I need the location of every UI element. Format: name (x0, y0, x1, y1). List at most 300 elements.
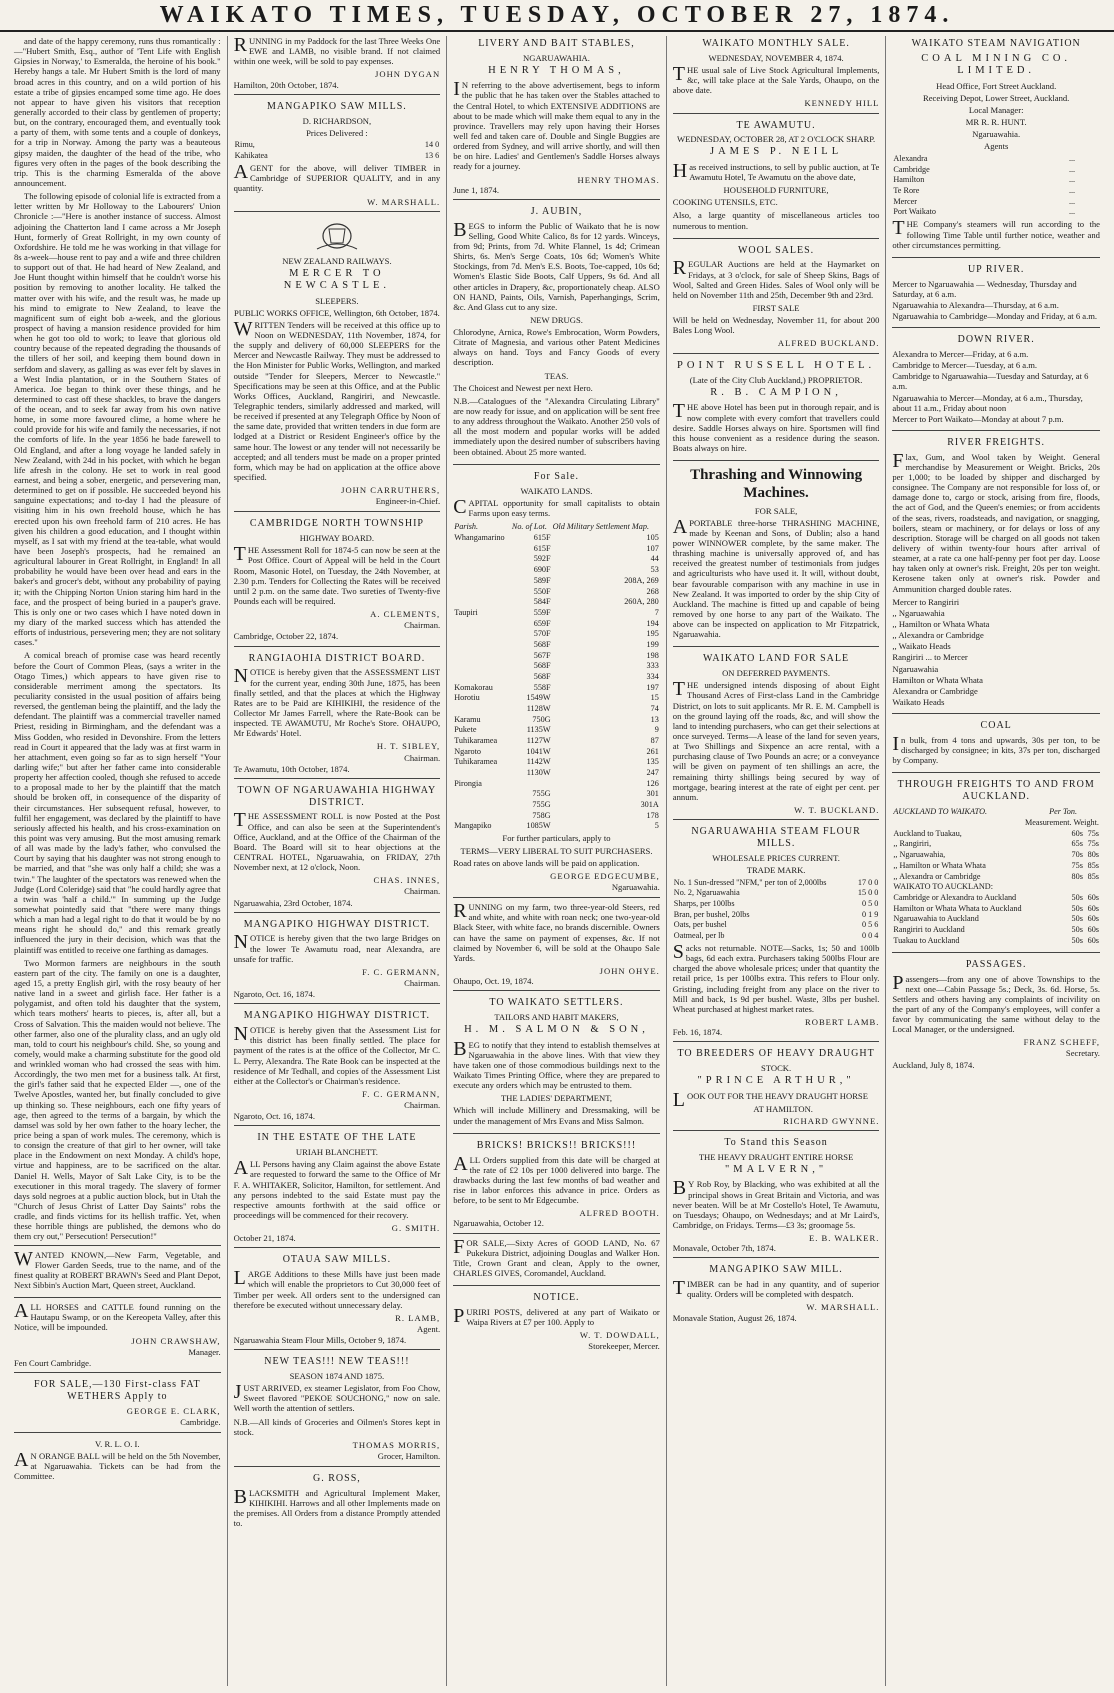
table-row (453, 661, 660, 672)
ad-body-2: Chlorodyne, Arnica, Rowe's Embrocation, Worm Powders, Citrate of Magnesia, and various other Patent Medicines always on hand. Toys and Fancy Goods of every description. (453, 327, 660, 368)
advertisement (673, 353, 880, 461)
table-cell: 5 (654, 821, 659, 831)
advertisement (673, 38, 880, 113)
table-cell: 15 (650, 693, 659, 703)
price-item: Oatmeal, per lb (673, 930, 725, 940)
advertisement (14, 1372, 221, 1432)
advertisement (234, 511, 441, 645)
ad-title: MANGAPIKO HIGHWAY DISTRICT. (243, 1010, 431, 1022)
ad-title: To Stand this Season (724, 1137, 828, 1149)
table-row (453, 629, 660, 640)
advertisement (453, 199, 660, 464)
ad-signature: W. MARSHALL. (806, 1302, 880, 1313)
ad-title: CAMBRIDGE NORTH TOWNSHIP (249, 518, 424, 530)
table-row (453, 533, 660, 544)
table-cell: Auckland to Tuakau, (893, 828, 962, 838)
ad-body: WANTED KNOWN,—New Farm, Vegetable, and Flower Garden Seeds, true to the name, and of the finest quality at ROBERT BRAWN's Seed and Plant Depot, Next Sibbin's Auction Mart, Queen street, Auckland. (14, 1247, 221, 1291)
advertisement (892, 772, 1100, 951)
ad-signature: G. SMITH. (391, 1223, 441, 1234)
agent-row (892, 185, 1100, 196)
ad-place-date: Auckland, July 8, 1874. (892, 1059, 975, 1070)
table-row (453, 703, 660, 714)
table-cell: 198 (646, 650, 659, 660)
agent-cell: ... (1068, 196, 1076, 206)
advertisement (14, 1245, 221, 1298)
table-cell: 50s (1071, 903, 1083, 913)
table-cell: 80s (1087, 850, 1099, 860)
ad-subtitle: SEASON 1874 AND 1875. (289, 1371, 385, 1381)
table-row (892, 871, 1100, 882)
table-cell (453, 810, 511, 821)
ad-place-date: Hamilton, 20th October, 1874. (233, 79, 339, 90)
table-cell: Rangiriri to Auckland (893, 924, 965, 934)
table-row (892, 914, 1100, 925)
agent-cell: ... (1068, 153, 1076, 163)
table-cell: 260A, 280 (624, 597, 659, 607)
table-cell: 53 (650, 565, 659, 575)
ad-body: BEGS to inform the Public of Waikato that he is now Selling, Good White Calico, 8s for 12 yards. Winceys, from 9d; Prints, from 7d. White Flannel, 1s 4d; Crimean Shirts, 6s. Men's Serge Coats, 10s 6d; Women's White Stockings, from 7d. Men's E.S. Boots, Toe-capped, 10s 6d; Women's Elastic Side Boots, Calf Uppers, 9s 6d. And all other articles in Drapery, &c, proportionately cheap. ALSO ON HAND, Paints, Oils, Varnish, Paperhangings, Scrim, &c. And Glass cut to any size. (453, 218, 660, 312)
ad-signature: ALFRED BUCKLAND. (777, 338, 880, 349)
table-cell: 568F (533, 661, 551, 671)
ad-title: NOTICE. (533, 1292, 580, 1304)
table-cell: 550F (533, 586, 551, 596)
ad-title: WAIKATO STEAM NAVIGATION (911, 38, 1081, 49)
advertisement (673, 238, 880, 353)
ad-signature: JOHN DYGAN (375, 69, 441, 80)
table-cell: ,, Ngaruawahia, (893, 850, 946, 860)
depot-line: Receiving Depot, Lower Street, Auckland. (923, 92, 1070, 103)
table-row (453, 799, 660, 810)
subheader-cell: Measurement. Weight. (1024, 818, 1099, 828)
ad-subtitle: WHOLESALE PRICES CURRENT. (712, 852, 840, 863)
table-cell: 589F (533, 575, 551, 585)
ad-title: TE AWAMUTU. (736, 119, 816, 131)
ad-title: WOOL SALES. (737, 244, 815, 256)
agent-row (892, 164, 1100, 175)
table-subheader (892, 882, 1100, 893)
table-cell: 1135W (526, 725, 551, 735)
price-row (673, 920, 880, 931)
ad-body: THE Assessment Roll for 1874-5 can now be seen at the Post Office. Court of Appeal will be held in the Court Room, Masonic Hotel, on Tuesday, the 24th November, at 2.30 p.m. Tenders for Collecting the Rates will be received until 2 p.m. on the same date. Two sureties of Twenty-five Pounds each will be required. (233, 543, 441, 607)
ad-body: Sacks not returnable. NOTE—Sacks, 1s; 50 and 100lb bags, 6d each extra. Purchasers taking 500lbs Flour are charged the above wholesale prices; under that quantity the retail price, 1s per 100lbs extra. This refers to Flour only. Gristing, including freight from any place on the river to Mill and back, 1s 9d per bushel. Waste, 3lbs per bushel. Wheat purchased at highest market rates. (672, 941, 880, 1014)
table-row (453, 693, 660, 704)
table-row (453, 735, 660, 746)
table-cell: 65s (1071, 839, 1083, 849)
ad-name: JAMES P. NEILL (710, 146, 843, 158)
ad-body: NOTICE is hereby given that the ASSESSMENT LIST for the current year, ending 30th June, 1875, has been finally settled, and that the places at which the Highway Rates are to be Paid are KIHIKIHI, the residence of the Collector Mr James Farrell, where the Rate-Book can be inspected. TE AWAMUTU, Mr Roche's Store. OHAUPO, Mr Edwards' Hotel. (233, 665, 441, 739)
ad-title: DOWN RIVER. (957, 334, 1035, 346)
agent-cell: ... (1068, 164, 1076, 174)
freight-entry: Alexandra or Cambridge (892, 685, 978, 696)
table-cell: 75s (1087, 828, 1099, 838)
ad-body: APORTABLE three-horse THRASHING MACHINE, made by Keenan and Sons, of Dublin; also a hand power WINNOWER complete, by the same maker. The thrashing machine is universally approved of, and has received the greatest number of testimonials from judges and agriculturists who have used it. It will, without doubt, bear favourable comparison with any machine in use in New Zealand. It was imported to order by the ship City of Auckland. The machine is fitted up and capable of being removed by one horse to any part of the Waikato. The above can be inspected on application to Mr Fitzpatrick, Ngaruawahia. (672, 515, 880, 640)
table-cell (453, 671, 511, 682)
table-cell: 755G (532, 789, 551, 799)
ad-body: ALL Persons having any Claim against the above Estate are requested to forward the same to the Office of Mr F. A. WHITAKER, Solicitor, Hamilton, for settlement. And any persons indebted to the said Estate must pay the respective amounts forthwith at the said office or proceedings will be commenced for their recovery. (233, 1157, 441, 1220)
ad-name: R. B. CAMPION, (710, 387, 842, 399)
table-header-row (892, 806, 1100, 818)
ad-signature-title: Chairman. (404, 620, 441, 631)
newspaper-title: WAIKATO TIMES, TUESDAY, OCTOBER 27, 1874. (159, 2, 955, 28)
ad-name: "PRINCE ARTHUR," (697, 1075, 855, 1087)
table-row (453, 650, 660, 661)
column-header: AUCKLAND TO WAIKATO. (893, 806, 988, 816)
price-value: 0 0 4 (862, 930, 879, 940)
table-cell: 85s (1087, 860, 1099, 870)
ad-signature: ROBERT LAMB. (805, 1017, 880, 1028)
ad-signature: E. B. WALKER. (809, 1233, 880, 1244)
table-cell: 1127W (526, 735, 551, 745)
subheader-cell: WAIKATO TO AUCKLAND: (893, 882, 993, 892)
table-row (453, 586, 660, 597)
table-cell: 85s (1087, 871, 1099, 881)
table-cell: 750G (532, 714, 551, 724)
table-cell: 758G (532, 810, 551, 820)
table-row (892, 860, 1100, 871)
ad-name: HENRY THOMAS, (488, 64, 625, 76)
page-columns (8, 36, 1106, 1686)
ad-body: Flax, Gum, and Wool taken by Weight. General merchandise by Measurement or Weight. Bricks, 20s per 1,000; to be loaded by shipper and discharged by consignee. The Company are not responsible for loss of, or damage done to, cargo or stock, arising from fire, floods, the act of God, and the Queen's enemies; or from accidents of the seas, rivers, roadsteads, and navigation, or snagging, boilers, steam or machinery, or for delays or loss of any description. Storage will be charged on all goods not taken delivery of within twenty-four hours after arrival of steamer, at a rate ca one half-penny per foot per day. Loose hay taken only at owner's risk. Freight, 20s per ton weight. Kerosene taken only at owner's risk. Powder and Ammunition charged double rates. (892, 449, 1100, 594)
table-row (453, 554, 660, 565)
ad-title: MANGAPIKO HIGHWAY DISTRICT. (243, 918, 431, 930)
advertisement (453, 990, 660, 1132)
table-cell (453, 767, 511, 778)
price-item: No. 1 Sun-dressed "NFM," per ton of 2,000lbs (673, 877, 827, 887)
table-cell: 107 (646, 543, 659, 553)
ad-body: Has received instructions, to sell by public auction, at Te Awamutu Hotel, Te Awamutu on the above date, (672, 159, 880, 182)
table-row (453, 575, 660, 586)
ad-subtitle: FOR SALE, (754, 505, 798, 516)
table-cell: 615F (533, 533, 551, 543)
table-row (453, 671, 660, 682)
table-cell: 178 (646, 810, 659, 820)
ad-title: POINT RUSSELL HOTEL. (677, 359, 876, 371)
table-cell: ,, Alexandra or Cambridge (893, 871, 981, 881)
ad-body: In bulk, from 4 tons and upwards, 30s per ton, to be discharged by consignee; in kits, 37s per ton, discharged by Company. (892, 732, 1100, 766)
timetable (892, 349, 1100, 424)
ad-body: THE ASSESSMENT ROLL is now Posted at the Post Office, and can also be seen at the Superintendent's Office, Auckland, and at the Office of the Chairman of the Board. The Board will sit to hear objections at the CENTRAL HOTEL, Ngaruawahia, on FRIDAY, 27th November next, at 12 o'clock, Noon. (233, 809, 441, 873)
agent-row (892, 196, 1100, 207)
ad-body: THE above Hotel has been put in thorough repair, and is now complete with every comfort that travellers could desire. Saddle Horses always on hire. Sportsmen will find this house convenient as a residence during the season. Boats always on hire. (672, 400, 880, 454)
table-cell: 334 (646, 671, 659, 681)
ad-subtitle: WAIKATO LANDS. (520, 485, 593, 496)
table-cell (453, 799, 511, 810)
advertisement (234, 36, 441, 94)
table-cell: 567F (533, 650, 551, 660)
railway-logo-label: NEW ZEALAND RAILWAYS. (282, 255, 392, 266)
table-cell: 568F (533, 639, 551, 649)
ad-body-2: Will be held on Wednesday, November 11, for about 200 Bales Long Wool. (672, 315, 880, 336)
table-cell: 75s (1087, 839, 1099, 849)
agent-cell: ... (1068, 185, 1076, 195)
ad-signature: GEORGE E. CLARK, (126, 1405, 221, 1416)
ad-body-3: The Choicest and Newest per next Hero. (453, 382, 593, 393)
ad-body: AN ORANGE BALL will be held on the 5th November, at Ngaruawahia. Tickets can be had from the Committee. (14, 1449, 221, 1482)
ad-subtitle: TAILORS AND HABIT MAKERS, (494, 1012, 619, 1023)
price-value: 0 5 0 (862, 898, 879, 908)
freight-entry: ,, Alexandra or Cambridge (892, 630, 984, 641)
ad-signature-title: Secretary. (1065, 1048, 1100, 1059)
table-cell: 199 (646, 639, 659, 649)
ad-signature: F. C. GERMANN, (362, 1088, 441, 1099)
ad-body-3: Also, a large quantity of miscellaneous articles too numerous to mention. (672, 210, 880, 231)
ad-signature-title: Cambridge. (180, 1416, 221, 1427)
ad-body: LARGE Additions to these Mills have just been made which will enable the proprietors to Cut 30,000 feet of Timber per week. All orders sent to the undersigned can therefore be executed without unnecessary delay. (233, 1267, 441, 1310)
column-1 (8, 36, 228, 1686)
table-row (892, 839, 1100, 850)
table-cell: 558F (533, 682, 551, 692)
manager-label: Local Manager: (968, 104, 1024, 115)
ad-title: TO WAIKATO SETTLERS. (489, 997, 624, 1009)
ad-title: WAIKATO MONTHLY SALE. (702, 38, 850, 49)
ad-title: OTAUA SAW MILLS. (282, 1254, 392, 1266)
ad-place-date: Monavale, October 7th, 1874. (672, 1243, 776, 1254)
table-cell: 247 (646, 767, 659, 777)
table-cell: Hamilton or Whata Whata to Auckland (893, 903, 1022, 913)
price-table (234, 140, 441, 161)
column-2 (228, 36, 448, 1686)
ad-title: MANGAPIKO SAW MILL. (709, 1264, 843, 1276)
ad-subheading: FIRST SALE (752, 303, 800, 314)
price-value: 0 5 6 (862, 920, 879, 930)
table-cell: Taupiri (454, 607, 478, 617)
table-cell: 60s (1087, 924, 1099, 934)
table-cell (453, 703, 511, 714)
table-cell (453, 597, 511, 608)
manager-name: MR R. R. HUNT. (965, 116, 1027, 127)
ad-subtitle: D. RICHARDSON, (302, 115, 372, 126)
ad-signature-title: Grocer, Hamilton. (377, 1450, 441, 1461)
ad-signature-title: Chairman. (404, 752, 441, 763)
ad-title: RANGIAOHIA DISTRICT BOARD. (248, 652, 426, 664)
ad-subtitle: WEDNESDAY, OCTOBER 28, AT 2 O'CLOCK SHARP. (676, 134, 876, 145)
ad-body: ALL HORSES and CATTLE found running on the Hautapu Swamp, or on the Kereopeta Valley, after this Notice, will be impounded. (14, 1300, 221, 1333)
table-cell: 570F (533, 629, 551, 639)
ad-signature: W. T. BUCKLAND. (794, 805, 880, 815)
ad-place-date: Ngaroto, Oct. 16, 1874. (233, 1111, 315, 1122)
ad-signature: W. T. DOWDALL, (579, 1330, 660, 1341)
ad-body-2: COOKING UTENSILS, ETC. (672, 197, 778, 208)
table-row (892, 903, 1100, 914)
table-cell: 7 (654, 607, 659, 617)
price-value: 15 0 0 (857, 888, 879, 898)
ad-signature: H. T. SIBLEY, (376, 741, 441, 752)
advertisement (14, 1432, 221, 1489)
agent-cell: Mercer (893, 196, 918, 206)
ad-title: MERCER TO NEWCASTLE. (283, 267, 390, 292)
ad-name: "MALVERN," (725, 1163, 828, 1175)
table-row (453, 618, 660, 629)
table-cell: 615F (533, 543, 551, 553)
table-cell: 126 (646, 778, 659, 788)
table-cell: 50s (1071, 892, 1083, 902)
table-row (453, 821, 660, 832)
ad-signature: JOHN CRAWSHAW, (131, 1335, 221, 1346)
table-row (892, 935, 1100, 946)
ad-subtitle: NGARUAWAHIA. (523, 52, 590, 63)
ad-subheading: THE LADIES' DEPARTMENT, (500, 1093, 613, 1104)
table-cell (453, 650, 511, 661)
table-cell: 268 (646, 586, 659, 596)
table-cell: Whangamarino (454, 533, 505, 543)
advertisement (892, 430, 1100, 713)
table-cell: 105 (646, 533, 659, 543)
ad-body: IN referring to the above advertisement, begs to inform the public that he has taken over the Stables attached to the Central Hotel, to which EXTENSIVE ADDITIONS are about to be made which will make them equal to any in the province. Travellers may rely upon having their Horses well fed and taken care of. Double and Single Buggies are ordered from Sydney, and will arrive shortly, and will then be on hire. Ladies' and Gentlemen's Saddle Horses always ready for a journey. (453, 78, 660, 172)
timetable-entry: Alexandra to Mercer—Friday, at 6 a.m. (892, 349, 1029, 359)
agent-cell: ... (1068, 207, 1076, 217)
table-row (453, 778, 660, 789)
ad-title: G. ROSS, (313, 1473, 361, 1485)
table-cell: 44 (650, 554, 659, 564)
ad-signature: JOHN OHYE. (599, 966, 660, 976)
ad-title: BRICKS! BRICKS!! BRICKS!!! (476, 1139, 637, 1151)
ad-signature: FRANZ SCHEFF, (1023, 1037, 1100, 1048)
ad-signature: GEORGE EDGECUMBE, (550, 870, 660, 881)
advertisement (453, 464, 660, 897)
ad-place-date: October 21, 1874. (233, 1233, 296, 1244)
ad-body: TIMBER can be had in any quantity, and of superior quality. Orders will be completed with despatch. (672, 1277, 880, 1300)
table-cell: 1142W (526, 757, 551, 767)
advertisement (234, 1125, 441, 1247)
timetable-entry: Cambridge to Ngaruawahia—Tuesday and Saturday, at 6 a.m. (892, 371, 1089, 392)
table-cell: 559F (533, 607, 551, 617)
agent-row (892, 175, 1100, 186)
ad-subheading: AT HAMILTON. (753, 1103, 813, 1114)
timetable-entry: Mercer to Ngaruawahia — Wednesday, Thursday and Saturday, at 6 a.m. (892, 278, 1077, 299)
agent-cell: Port Waikato (893, 207, 936, 217)
advertisement (673, 1130, 880, 1257)
table-row (453, 639, 660, 650)
table-cell: 301A (640, 799, 659, 809)
advertisement (234, 912, 441, 1004)
ad-body: NOTICE is hereby given that the two large Bridges on the lower Te Awamutu road, near Alexandra, are unsafe for traffic. (233, 931, 441, 964)
agent-cell: ... (1068, 175, 1076, 185)
table-cell: 60s (1087, 914, 1099, 924)
ad-subtitle: (Late of the City Club Auckland,) PROPRIETOR. (689, 374, 863, 385)
trade-mark: TRADE MARK. (746, 864, 806, 875)
advertisement (453, 897, 660, 990)
ad-signature: CHAS. INNES, (373, 875, 441, 886)
price-row (673, 909, 880, 920)
table-row (892, 850, 1100, 861)
table-cell: 197 (646, 682, 659, 692)
ad-body-2: Which will include Millinery and Dressmaking, will be under the management of Mrs Evans and Miss Salmon. (453, 1105, 660, 1126)
price-value: 0 1 9 (862, 909, 879, 919)
table-cell (453, 565, 511, 576)
advertisement (673, 1257, 880, 1326)
price-item: Oats, per bushel (673, 920, 727, 930)
advertisement (673, 113, 880, 238)
ad-title: LIVERY AND BAIT STABLES, (478, 38, 635, 49)
table-cell (453, 629, 511, 640)
table-cell: 261 (646, 746, 659, 756)
timetable-entry: Ngaruawahia to Alexandra—Thursday, at 6 a.m. (892, 299, 1059, 310)
ad-signature: A. CLEMENTS, (370, 609, 441, 620)
ad-title: NGARUAWAHIA STEAM FLOUR MILLS. (691, 826, 861, 849)
freight-entry: ,, Ngaruawahia (892, 607, 945, 618)
ad-place-date: Feb. 16, 1874. (672, 1027, 723, 1038)
timetable-entry: Mercer to Port Waikato—Monday at about 7 p.m. (892, 413, 1064, 424)
ad-title: THROUGH FREIGHTS TO AND FROM AUCKLAND. (897, 779, 1095, 803)
table-cell: 9 (654, 725, 659, 735)
ad-place-date: Cambridge, October 22, 1874. (233, 631, 339, 642)
table-subheader (892, 818, 1100, 829)
table-cell: Horotiu (454, 693, 480, 703)
advertisement (234, 1466, 441, 1535)
table-row (453, 682, 660, 693)
table-cell: 87 (650, 735, 659, 745)
ad-title: COAL (980, 720, 1012, 732)
table-cell: Tuakau to Auckland (893, 935, 960, 945)
table-cell: 592F (533, 554, 551, 564)
town-name: Ngaruawahia. (972, 129, 1021, 140)
ad-after: For further particulars, apply to (502, 833, 611, 844)
table-cell: 13 (650, 714, 659, 724)
ad-body: BLACKSMITH and Agricultural Implement Maker, KIHIKIHI. Harrows and all other Implements made on the premises. All Orders from a distance Promptly attended to. (233, 1485, 441, 1529)
advertisement (234, 1003, 441, 1125)
table-row (453, 597, 660, 608)
table-cell: 50s (1071, 924, 1083, 934)
column-header: Per Ton. (1049, 806, 1078, 816)
ad-signature: F. C. GERMANN, (362, 966, 441, 977)
advertisement (453, 38, 660, 199)
ad-subheading: NEW DRUGS. (530, 314, 583, 325)
advertisement (892, 713, 1100, 772)
ad-signature: R. LAMB, (395, 1312, 441, 1323)
freight-entry: ,, Waikato Heads (892, 641, 951, 652)
prices-heading: Prices Delivered : (306, 127, 368, 138)
article-paragraph: and date of the happy ceremony, runs thus romantically :—"Hubert Smith, Esq., author of 'Tent Life with English Gipsies in Norway,' to Esmeralda, the heroine of his book." Hereby hangs a tale. Mr Hubert Smith is the lord of many broad acres in this country, and on a wild portion of his estate a tribe of gipsies encamped some time ago. He does not appear to have given his visitors that reception generally accorded to their class by gentlemen of property; but, on the contrary, encouraged them, and eventually took a party of them, with some tents and a couple of donkeys, for a trip in Norway. Among the party was a beauteous gipsy maiden, the daughter of the head of the tribe, who figures very often in the pages of the book describing the trip. This is the charming Esmeralda of the above announcement. (14, 36, 221, 188)
table-row (892, 924, 1100, 935)
table-row (892, 828, 1100, 839)
table-row (453, 789, 660, 800)
table-cell: 74 (650, 703, 659, 713)
ad-body: REGULAR Auctions are held at the Haymarket on Fridays, at 3 o'clock, for sale of Sheep Skins, Bags of Wool, Salted and Green Hides. Sales of Wool only will be held on November 11th and 25th, December 9th and 23rd. (672, 257, 880, 300)
ad-subtitle: WEDNESDAY, NOVEMBER 4, 1874. (708, 52, 844, 63)
ad-body: THE undersigned intends disposing of about Eight Thousand Acres of First-class Land in the Cambridge District, on lots to suit applicants. Mr R. E. M. Campbell is on the ground laying off the roads, &c, and will show the land to intending purchasers, who can get their selections at once surveyed. Terms—A lease of the land for seven years, at Two Shillings and Sixpence an acre rental, with a purchasing clause of Two Pounds an acre; or a conveyance will be given on payment of ten shillings an acre, the remaining thirty shillings being secured by way of mortgage, bearing interest at the rate of eight per cent. per annum. (672, 678, 880, 802)
ad-place-date: June 1, 1874. (453, 184, 500, 195)
table-cell: 60s (1087, 903, 1099, 913)
ad-title: NEW TEAS!!! NEW TEAS!!! (264, 1356, 410, 1368)
agent-cell: Alexandra (893, 153, 928, 163)
price-value: 14 0 (424, 140, 440, 150)
table-cell: 584F (533, 597, 551, 607)
price-row (234, 140, 441, 151)
ad-signature-title: Chairman. (404, 978, 441, 989)
ad-subtitle: URIAH BLANCHETT. (295, 1147, 378, 1158)
timetable-entry: Cambridge to Mercer—Tuesday, at 6 a.m. (892, 360, 1038, 371)
table-row (453, 543, 660, 554)
table-cell: 301 (646, 789, 659, 799)
lodge-emblem: V. R. L. O. I. (95, 1438, 140, 1449)
ad-subtitle: THE HEAVY DRAUGHT ENTIRE HORSE (698, 1151, 854, 1162)
table-row (453, 810, 660, 821)
ad-title: TOWN OF NGARUAWAHIA HIGHWAY DISTRICT. (237, 784, 437, 808)
column-header: No. of Lot. (511, 521, 547, 531)
table-cell: 135 (646, 757, 659, 767)
table-row (453, 757, 660, 768)
table-cell: Komakorau (454, 682, 493, 692)
ad-subtitle: STOCK. (760, 1063, 792, 1074)
timetable-entry: Ngaruawahia to Cambridge—Monday and Friday, at 6 a.m. (892, 311, 1098, 322)
table-cell: 75s (1071, 860, 1083, 870)
table-cell: 1041W (526, 746, 551, 756)
ad-body: JUST ARRIVED, ex steamer Legislator, from Foo Chow, Sweet flavored "PEKOE SOUCHONG," now on sale. Well worth the attention of settlers. (233, 1381, 441, 1414)
freight-entry: Ngaruawahia (892, 663, 939, 674)
ad-signature: RICHARD GWYNNE. (783, 1115, 880, 1126)
advertisement (453, 1233, 660, 1286)
price-value: 13 6 (424, 150, 440, 160)
